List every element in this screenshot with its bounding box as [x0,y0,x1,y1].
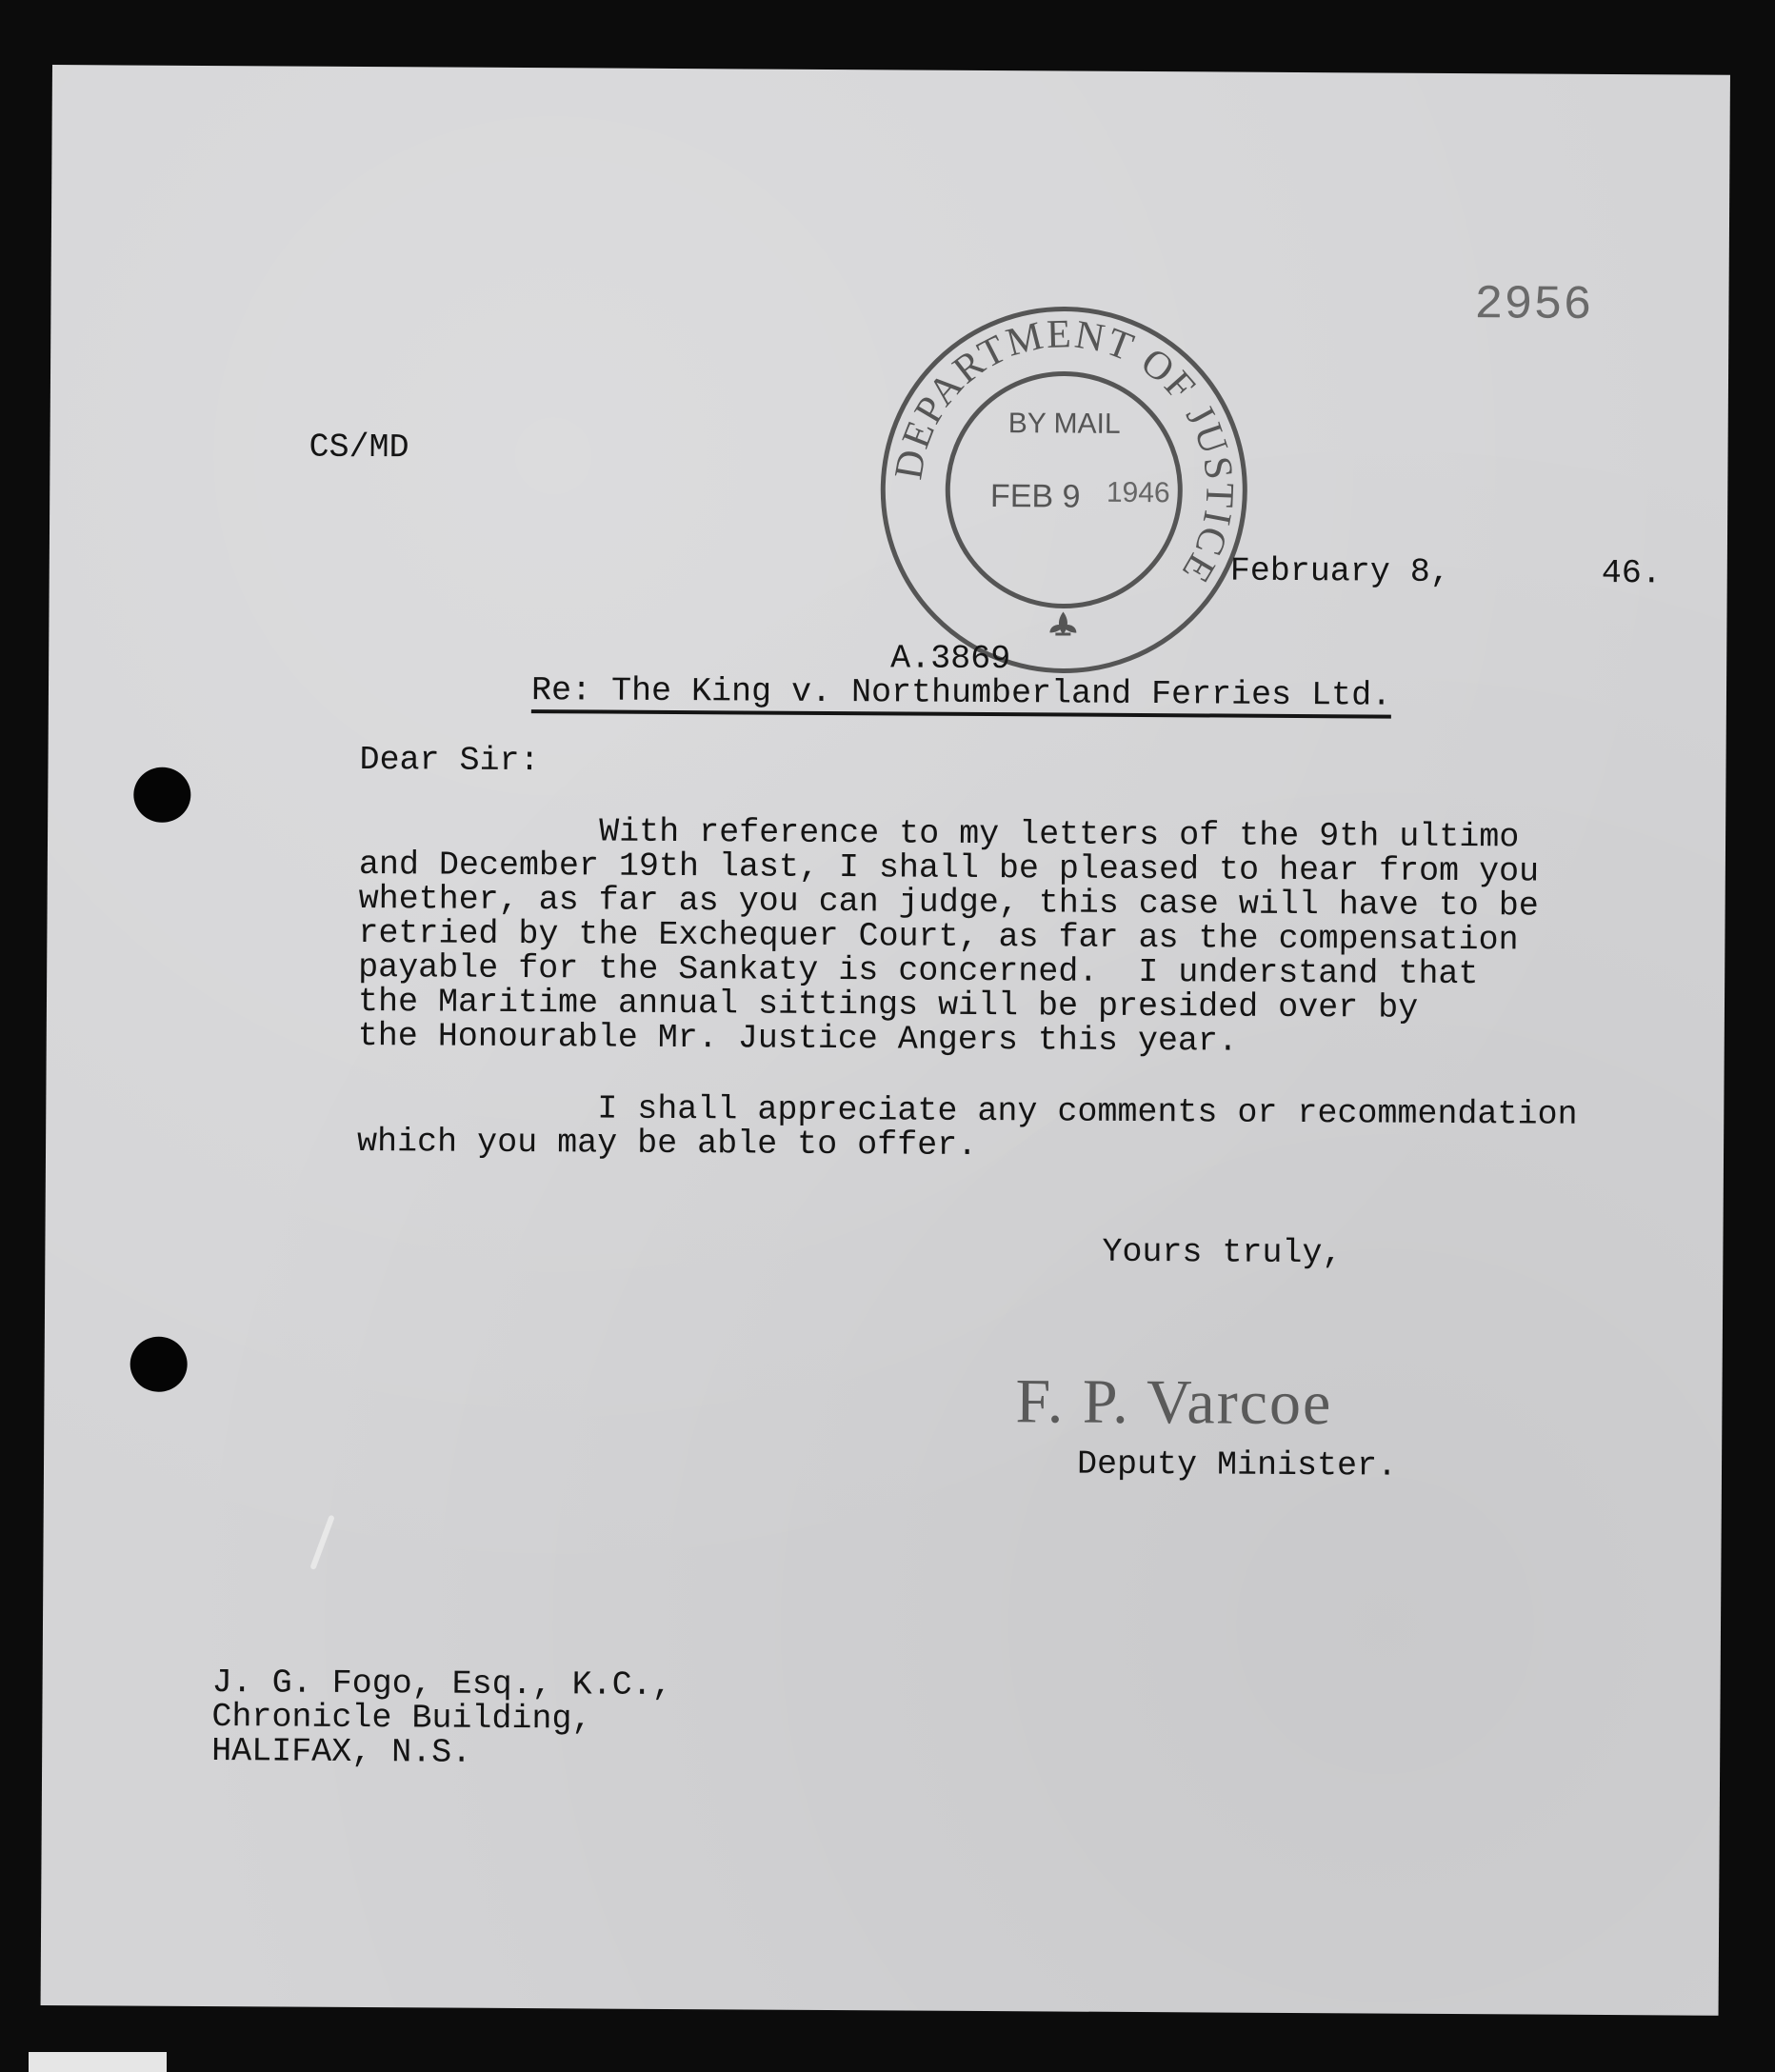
body-line: which you may be able to offer. [356,1122,978,1165]
scan-speck [309,1515,334,1570]
file-number: 2956 [1474,278,1593,333]
signer-title: Deputy Minister. [1076,1444,1398,1485]
body-line: the Maritime annual sittings will be presided over by [357,982,1419,1027]
stamp-ring-text: DEPARTMENT OF JUSTICE [887,312,1242,591]
addressee-line: Chronicle Building, [211,1698,592,1739]
stamp-method: BY MAIL [1007,408,1121,440]
body-line: retried by the Exchequer Court, as far as the compensation [358,913,1519,960]
body-line: and December 19th last, I shall be pleased to hear from you [358,845,1540,891]
reference-initials: CS/MD [309,428,409,468]
fleur-de-lis-icon [1049,611,1076,635]
body-line: With reference to my letters of the 9th ultimo [358,810,1520,857]
body-paragraph-2 [356,1087,1578,1166]
punch-hole-bottom [130,1337,187,1392]
letter-year: 46. [1601,553,1662,593]
received-stamp [872,298,1255,681]
stamp-year: 1946 [1106,476,1170,509]
signature: F. P. Varcoe [1015,1366,1333,1439]
body-line: whether, as far as you can judge, this case will have to be [358,879,1539,926]
case-number: A.3869 [890,639,1011,679]
addressee-block [211,1665,672,1771]
scan-edge-tab [29,2052,167,2072]
letter-date: February 8, [1229,551,1450,591]
stamp-date: FEB 9 [989,478,1081,515]
letter-page [41,65,1730,2016]
body-line: the Honourable Mr. Justice Angers this year. [357,1016,1239,1061]
body-line: payable for the Sankaty is concerned. I understand that [358,947,1479,994]
addressee-line: HALIFAX, N.S. [211,1732,472,1772]
closing: Yours truly, [1102,1232,1343,1273]
subject-line: Re: The King v. Northumberland Ferries Ltd. [531,673,1391,719]
punch-hole-top [133,767,190,823]
salutation: Dear Sir: [359,740,540,781]
addressee-line: J. G. Fogo, Esq., K.C., [211,1664,672,1705]
body-paragraph-1 [357,810,1540,1061]
body-line: I shall appreciate any comments or recommendation [357,1087,1578,1134]
